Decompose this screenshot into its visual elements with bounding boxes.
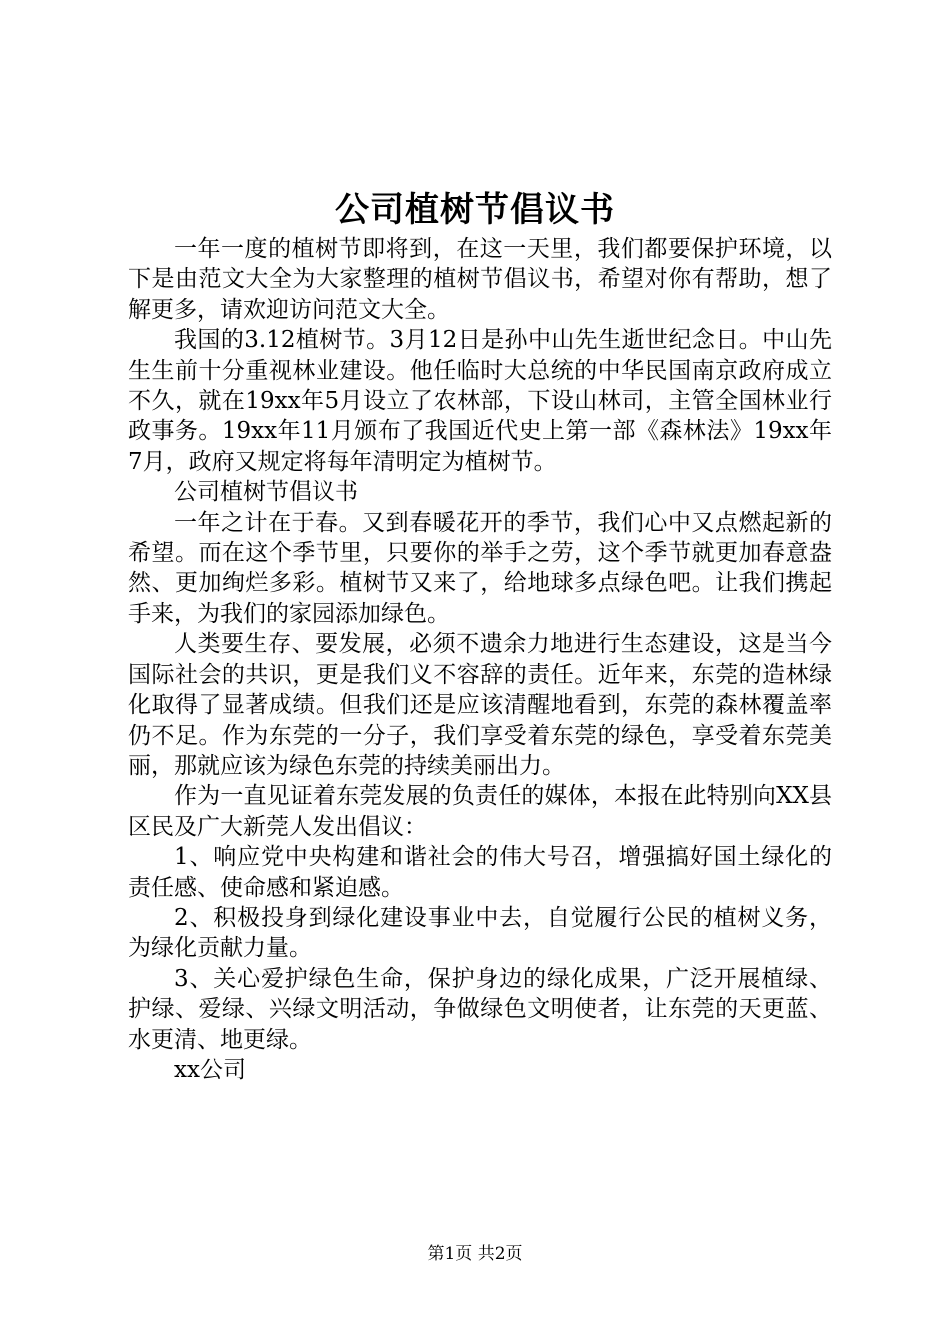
paragraph-item-2: 2、积极投身到绿化建设事业中去，自觉履行公民的植树义务，为绿化贡献力量。 — [128, 904, 832, 962]
paragraph-item-3: 3、关心爱护绿色生命，保护身边的绿化成果，广泛开展植绿、护绿、爱绿、兴绿文明活动，争做绿色文明使者，让东莞的天更蓝、水更清、地更绿。 — [128, 965, 832, 1053]
paragraph-subheading: 公司植树节倡议书 — [174, 479, 358, 506]
paragraph-initiative: 作为一直见证着东莞发展的负责任的媒体，本报在此特别向XX县区民及广大新莞人发出倡议： — [128, 783, 832, 840]
paragraph-item-1: 1、响应党中央构建和谐社会的伟大号召，增强搞好国土绿化的责任感、使命感和紧迫感。 — [128, 844, 832, 901]
page-footer: 第1页 共2页 — [427, 1244, 523, 1264]
paragraph-history: 我国的3.12植树节。3月12日是孙中山先生逝世纪念日。中山先生生前十分重视林业建设。他任临时大总统的中华民国南京政府成立不久，就在19xx年5月设立了农林部，下设山林司，主管全国林业行政事务。19xx年11月颁布了我国近代史上第一部《森林法》19xx年7月，政府又规定将每年清明定为植树节。 — [128, 327, 832, 475]
document-title: 公司植树节倡议书 — [335, 190, 615, 230]
paragraph-intro: 一年一度的植树节即将到，在这一天里，我们都要保护环境，以下是由范文大全为大家整理的植树节倡议书，希望对你有帮助，想了解更多，请欢迎访问范文大全。 — [128, 236, 832, 323]
paragraph-ecology: 人类要生存、要发展，必须不遗余力地进行生态建设，这是当今国际社会的共识，更是我们义不容辞的责任。近年来，东莞的造林绿化取得了显著成绩。但我们还是应该清醒地看到，东莞的森林覆盖率仍不足。作为东莞的一分子，我们享受着东莞的绿色，享受着东莞美丽，那就应该为绿色东莞的持续美丽出力。 — [128, 631, 832, 779]
document-body — [128, 234, 832, 1085]
paragraph-spring: 一年之计在于春。又到春暖花开的季节，我们心中又点燃起新的希望。而在这个季节里，只要你的举手之劳，这个季节就更加春意盎然、更加绚烂多彩。植树节又来了，给地球多点绿色吧。让我们携起手来，为我们的家园添加绿色。 — [128, 509, 832, 627]
paragraph-signature: xx公司 — [174, 1056, 246, 1083]
